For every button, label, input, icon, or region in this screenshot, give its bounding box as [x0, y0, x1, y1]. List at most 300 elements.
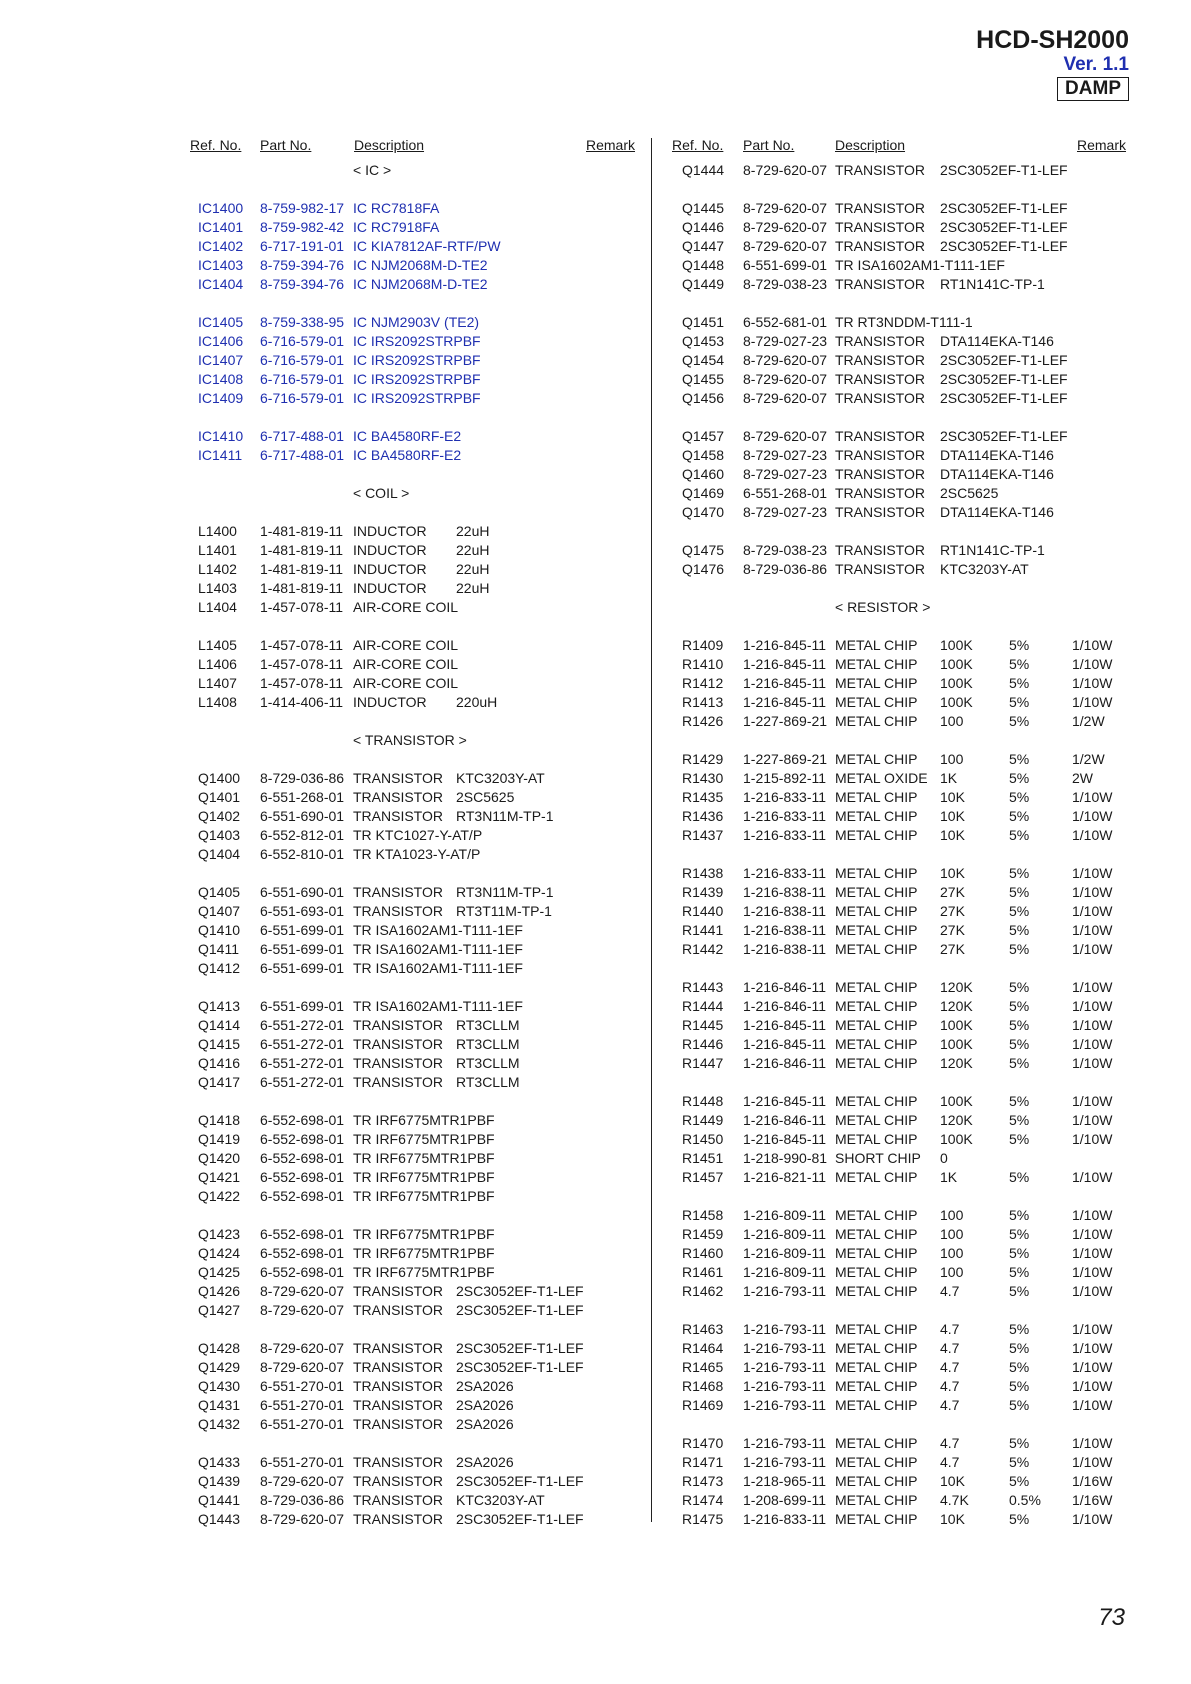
description: TRANSISTOR	[835, 542, 925, 558]
description: TR IRF6775MTR1PBF	[353, 1112, 495, 1128]
part-no: 6-551-699-01	[260, 998, 345, 1014]
ref-no: Q1411	[198, 941, 239, 957]
wattage: 1/10W	[1072, 789, 1113, 805]
ref-no: R1464	[682, 1340, 724, 1356]
description: INDUCTOR	[353, 694, 427, 710]
part-no: 1-216-809-11	[743, 1207, 827, 1223]
part-row	[666, 465, 1186, 484]
description: TR ISA1602AM1-T111-1EF	[353, 922, 523, 938]
wattage: 1/10W	[1072, 1454, 1113, 1470]
wattage: 1/10W	[1072, 922, 1113, 938]
part-no: 8-729-038-23	[743, 276, 828, 292]
part-row	[188, 1054, 708, 1073]
ref-no: L1405	[198, 637, 237, 653]
ref-no: Q1475	[682, 542, 725, 558]
description: IC KIA7812AF-RTF/PW	[353, 238, 501, 254]
part-no: 1-481-819-11	[260, 523, 344, 539]
part-row	[188, 275, 708, 294]
ref-no: Q1469	[682, 485, 725, 501]
wattage: 1/10W	[1072, 694, 1113, 710]
description-value: 2SC5625	[940, 485, 999, 501]
wattage: 2W	[1072, 770, 1093, 786]
ref-no: R1441	[682, 922, 724, 938]
wattage: 1/10W	[1072, 1169, 1113, 1185]
part-no: 8-759-338-95	[260, 314, 345, 330]
part-row	[188, 788, 708, 807]
ref-no: IC1402	[198, 238, 244, 254]
tolerance: 5%	[1009, 1359, 1030, 1375]
part-no: 6-552-698-01	[260, 1112, 345, 1128]
description: TR IRF6775MTR1PBF	[353, 1226, 495, 1242]
tolerance: 5%	[1009, 656, 1030, 672]
part-no: 8-729-620-07	[743, 352, 828, 368]
description: TR ISA1602AM1-T111-1EF	[353, 941, 523, 957]
part-no: 8-729-038-23	[743, 542, 828, 558]
ref-no: Q1428	[198, 1340, 241, 1356]
part-row	[188, 1168, 708, 1187]
part-no: 1-216-846-11	[743, 1055, 827, 1071]
ref-no: R1450	[682, 1131, 724, 1147]
description: METAL CHIP	[835, 1283, 918, 1299]
part-no: 6-716-579-01	[260, 352, 345, 368]
ref-no: Q1455	[682, 371, 725, 387]
part-row	[188, 1187, 708, 1206]
part-no: 8-729-036-86	[743, 561, 828, 577]
part-no: 6-552-698-01	[260, 1245, 345, 1261]
part-row	[666, 275, 1186, 294]
ref-no: Q1439	[198, 1473, 241, 1489]
description-value: 1K	[940, 1169, 958, 1185]
description-value: 22uH	[456, 561, 490, 577]
description-value: 120K	[940, 1112, 973, 1128]
part-no: 1-216-838-11	[743, 884, 827, 900]
part-row	[188, 1282, 708, 1301]
description: TR IRF6775MTR1PBF	[353, 1169, 495, 1185]
row-spacer	[188, 978, 708, 997]
description: METAL CHIP	[835, 941, 918, 957]
description-value: 2SC3052EF-T1-LEF	[940, 219, 1068, 235]
description: TRANSISTOR	[835, 219, 925, 235]
part-row	[188, 522, 708, 541]
part-row	[188, 1149, 708, 1168]
description-value: 100K	[940, 1036, 973, 1052]
part-row	[666, 1491, 1186, 1510]
tolerance: 5%	[1009, 751, 1030, 767]
part-row	[188, 1472, 708, 1491]
description: TRANSISTOR	[353, 1397, 443, 1413]
ref-no: Q1410	[198, 922, 241, 938]
ref-no: IC1411	[198, 447, 243, 463]
ref-no: R1443	[682, 979, 724, 995]
description: AIR-CORE COIL	[353, 675, 459, 691]
part-row	[666, 1016, 1186, 1035]
part-row	[188, 997, 708, 1016]
description: AIR-CORE COIL	[353, 599, 459, 615]
ref-no: Q1431	[198, 1397, 241, 1413]
part-row	[188, 1130, 708, 1149]
description: METAL CHIP	[835, 1055, 918, 1071]
part-no: 1-216-833-11	[743, 865, 827, 881]
part-no: 1-216-833-11	[743, 827, 827, 843]
part-row	[666, 1149, 1186, 1168]
description: TR IRF6775MTR1PBF	[353, 1131, 495, 1147]
wattage: 1/10W	[1072, 1093, 1113, 1109]
part-row	[188, 199, 708, 218]
section-label: DAMP	[1057, 77, 1129, 101]
description-value: 4.7K	[940, 1492, 969, 1508]
column-headers	[666, 137, 1186, 161]
part-no: 1-216-845-11	[743, 656, 827, 672]
description: IC IRS2092STRPBF	[353, 333, 481, 349]
description-value: 27K	[940, 941, 965, 957]
part-row	[188, 1339, 708, 1358]
description-value: RT1N141C-TP-1	[940, 542, 1045, 558]
description: IC IRS2092STRPBF	[353, 390, 481, 406]
part-no: 1-481-819-11	[260, 561, 344, 577]
description-value: 2SC3052EF-T1-LEF	[940, 200, 1068, 216]
part-row	[666, 1377, 1186, 1396]
header-description: Description	[835, 137, 906, 153]
part-no: 8-729-620-07	[743, 428, 828, 444]
part-row	[666, 864, 1186, 883]
row-spacer	[666, 294, 1186, 313]
ref-no: R1473	[682, 1473, 724, 1489]
part-row	[666, 1111, 1186, 1130]
section-heading	[188, 731, 708, 750]
part-row	[666, 940, 1186, 959]
part-row	[188, 218, 708, 237]
description-value: 10K	[940, 827, 965, 843]
tolerance: 5%	[1009, 1397, 1030, 1413]
description-value: 10K	[940, 865, 965, 881]
ref-no: R1463	[682, 1321, 724, 1337]
ref-no: R1469	[682, 1397, 724, 1413]
description: TRANSISTOR	[835, 485, 925, 501]
description-value: 100K	[940, 1017, 973, 1033]
part-no: 6-552-698-01	[260, 1150, 345, 1166]
description-value: RT3N11M-TP-1	[456, 884, 554, 900]
wattage: 1/10W	[1072, 1207, 1113, 1223]
description: TRANSISTOR	[353, 1074, 443, 1090]
tolerance: 5%	[1009, 998, 1030, 1014]
description: METAL CHIP	[835, 865, 918, 881]
wattage: 1/2W	[1072, 751, 1105, 767]
wattage: 1/10W	[1072, 637, 1113, 653]
part-no: 8-759-982-42	[260, 219, 345, 235]
description-value: 2SC3052EF-T1-LEF	[456, 1283, 584, 1299]
part-no: 1-216-833-11	[743, 789, 827, 805]
tolerance: 5%	[1009, 637, 1030, 653]
part-no: 1-216-845-11	[743, 637, 827, 653]
description: METAL CHIP	[835, 694, 918, 710]
wattage: 1/10W	[1072, 675, 1113, 691]
part-row	[666, 1263, 1186, 1282]
tolerance: 5%	[1009, 941, 1030, 957]
part-no: 8-729-027-23	[743, 333, 828, 349]
part-no: 1-218-965-11	[743, 1473, 827, 1489]
description: IC NJM2068M-D-TE2	[353, 276, 488, 292]
part-no: 6-551-270-01	[260, 1397, 345, 1413]
description-value: DTA114EKA-T146	[940, 504, 1054, 520]
tolerance: 5%	[1009, 1245, 1030, 1261]
tolerance: 5%	[1009, 1435, 1030, 1451]
description: METAL CHIP	[835, 1112, 918, 1128]
part-row	[666, 1434, 1186, 1453]
description: METAL CHIP	[835, 751, 918, 767]
part-row	[666, 750, 1186, 769]
description: TRANSISTOR	[353, 1340, 443, 1356]
part-no: 1-216-793-11	[743, 1397, 827, 1413]
part-row	[666, 446, 1186, 465]
part-no: 8-759-394-76	[260, 257, 345, 273]
description: TRANSISTOR	[835, 276, 925, 292]
wattage: 1/10W	[1072, 1340, 1113, 1356]
part-row	[188, 541, 708, 560]
tolerance: 5%	[1009, 1207, 1030, 1223]
part-row	[666, 997, 1186, 1016]
ref-no: Q1453	[682, 333, 725, 349]
ref-no: R1426	[682, 713, 724, 729]
ref-no: IC1406	[198, 333, 244, 349]
ref-no: R1468	[682, 1378, 724, 1394]
tolerance: 5%	[1009, 979, 1030, 995]
description-value: 2SC3052EF-T1-LEF	[940, 428, 1068, 444]
part-row	[666, 1339, 1186, 1358]
description: AIR-CORE COIL	[353, 637, 459, 653]
part-no: 6-551-268-01	[743, 485, 828, 501]
page-header	[976, 26, 1129, 101]
part-row	[188, 1263, 708, 1282]
part-no: 8-729-620-07	[260, 1340, 345, 1356]
description: TRANSISTOR	[353, 808, 443, 824]
ref-no: R1451	[682, 1150, 724, 1166]
part-no: 1-216-833-11	[743, 808, 827, 824]
ref-no: IC1401	[198, 219, 244, 235]
part-row	[666, 769, 1186, 788]
ref-no: Q1418	[198, 1112, 241, 1128]
description-value: 2SA2026	[456, 1416, 514, 1432]
description-value: 2SC3052EF-T1-LEF	[940, 238, 1068, 254]
column-headers	[188, 137, 708, 161]
description: TRANSISTOR	[353, 1378, 443, 1394]
description: TR ISA1602AM1-T111-1EF	[835, 257, 1005, 273]
ref-no: IC1410	[198, 428, 244, 444]
part-no: 6-552-681-01	[743, 314, 828, 330]
ref-no: IC1404	[198, 276, 244, 292]
parts-list-left-body	[188, 161, 708, 1529]
row-spacer	[188, 294, 708, 313]
part-row	[188, 427, 708, 446]
description: INDUCTOR	[353, 561, 427, 577]
wattage: 1/10W	[1072, 941, 1113, 957]
row-spacer	[666, 731, 1186, 750]
part-no: 6-552-698-01	[260, 1264, 345, 1280]
part-no: 1-215-892-11	[743, 770, 827, 786]
ref-no: Q1430	[198, 1378, 241, 1394]
ref-no: Q1445	[682, 200, 725, 216]
description-value: DTA114EKA-T146	[940, 333, 1054, 349]
part-row	[188, 579, 708, 598]
part-no: 1-216-793-11	[743, 1283, 827, 1299]
ref-no: Q1423	[198, 1226, 241, 1242]
part-row	[188, 237, 708, 256]
part-no: 1-457-078-11	[260, 599, 344, 615]
wattage: 1/10W	[1072, 1264, 1113, 1280]
ref-no: R1410	[682, 656, 724, 672]
part-no: 1-227-869-21	[743, 751, 828, 767]
part-no: 1-218-990-81	[743, 1150, 828, 1166]
part-no: 6-551-699-01	[260, 922, 345, 938]
ref-no: L1402	[198, 561, 237, 577]
description: METAL CHIP	[835, 789, 918, 805]
description: TRANSISTOR	[353, 1302, 443, 1318]
description: TRANSISTOR	[835, 447, 925, 463]
description-value: RT3CLLM	[456, 1074, 520, 1090]
tolerance: 5%	[1009, 903, 1030, 919]
row-spacer	[666, 617, 1186, 636]
part-row	[666, 370, 1186, 389]
description-value: 4.7	[940, 1454, 960, 1470]
ref-no: R1459	[682, 1226, 724, 1242]
part-no: 6-551-272-01	[260, 1036, 345, 1052]
description-value: 2SC3052EF-T1-LEF	[456, 1359, 584, 1375]
description-value: 220uH	[456, 694, 498, 710]
row-spacer	[188, 465, 708, 484]
description: METAL CHIP	[835, 1435, 918, 1451]
ref-no: Q1470	[682, 504, 725, 520]
ref-no: Q1456	[682, 390, 725, 406]
ref-no: Q1433	[198, 1454, 241, 1470]
description-value: 120K	[940, 979, 973, 995]
description: IC RC7918FA	[353, 219, 440, 235]
part-no: 1-414-406-11	[260, 694, 344, 710]
part-row	[666, 1168, 1186, 1187]
description-value: 2SC3052EF-T1-LEF	[456, 1302, 584, 1318]
ref-no: R1446	[682, 1036, 724, 1052]
ref-no: R1475	[682, 1511, 724, 1527]
wattage: 1/10W	[1072, 1511, 1113, 1527]
ref-no: Q1402	[198, 808, 241, 824]
wattage: 1/10W	[1072, 1036, 1113, 1052]
part-row	[666, 1206, 1186, 1225]
part-row	[666, 807, 1186, 826]
description: SHORT CHIP	[835, 1150, 921, 1166]
part-row	[666, 978, 1186, 997]
ref-no: Q1404	[198, 846, 241, 862]
ref-no: R1448	[682, 1093, 724, 1109]
row-spacer	[188, 1092, 708, 1111]
parts-list-left	[188, 137, 708, 1529]
description-value: 0	[940, 1150, 948, 1166]
part-no: 1-216-821-11	[743, 1169, 827, 1185]
wattage: 1/10W	[1072, 1321, 1113, 1337]
part-no: 6-552-698-01	[260, 1131, 345, 1147]
part-no: 8-729-620-07	[743, 390, 828, 406]
part-row	[188, 598, 708, 617]
part-row	[666, 256, 1186, 275]
ref-no: R1474	[682, 1492, 724, 1508]
description: TR IRF6775MTR1PBF	[353, 1264, 495, 1280]
description: METAL CHIP	[835, 1093, 918, 1109]
parts-list-right-body	[666, 161, 1186, 1529]
part-row	[188, 769, 708, 788]
wattage: 1/10W	[1072, 998, 1113, 1014]
ref-no: L1403	[198, 580, 237, 596]
description: TRANSISTOR	[835, 504, 925, 520]
row-spacer	[666, 1415, 1186, 1434]
part-no: 6-551-693-01	[260, 903, 345, 919]
part-row	[188, 883, 708, 902]
description: TRANSISTOR	[353, 1017, 443, 1033]
part-row	[188, 826, 708, 845]
description-value: 4.7	[940, 1435, 960, 1451]
ref-no: R1460	[682, 1245, 724, 1261]
description: METAL CHIP	[835, 1397, 918, 1413]
part-no: 1-216-838-11	[743, 922, 827, 938]
part-no: 6-551-268-01	[260, 789, 345, 805]
ref-no: R1465	[682, 1359, 724, 1375]
description: TR KTC1027-Y-AT/P	[353, 827, 483, 843]
description-value: RT3CLLM	[456, 1055, 520, 1071]
description-value: 10K	[940, 1511, 965, 1527]
part-no: 1-216-793-11	[743, 1321, 827, 1337]
part-row	[666, 560, 1186, 579]
part-no: 1-216-793-11	[743, 1378, 827, 1394]
ref-no: IC1409	[198, 390, 244, 406]
tolerance: 5%	[1009, 922, 1030, 938]
ref-no: Q1412	[198, 960, 241, 976]
tolerance: 5%	[1009, 1473, 1030, 1489]
ref-no: Q1400	[198, 770, 241, 786]
part-no: 6-551-699-01	[743, 257, 828, 273]
ref-no: Q1460	[682, 466, 725, 482]
description: AIR-CORE COIL	[353, 656, 459, 672]
part-row	[666, 883, 1186, 902]
description-value: DTA114EKA-T146	[940, 466, 1054, 482]
wattage: 1/10W	[1072, 808, 1113, 824]
ref-no: Q1451	[682, 314, 725, 330]
part-row	[188, 1035, 708, 1054]
ref-no: Q1454	[682, 352, 725, 368]
tolerance: 5%	[1009, 789, 1030, 805]
part-no: 6-717-488-01	[260, 428, 345, 444]
description-value: 22uH	[456, 542, 490, 558]
description: METAL CHIP	[835, 675, 918, 691]
part-row	[188, 1396, 708, 1415]
tolerance: 5%	[1009, 1112, 1030, 1128]
description: TRANSISTOR	[353, 903, 443, 919]
section-title: < TRANSISTOR >	[353, 732, 467, 748]
part-no: 6-716-579-01	[260, 371, 345, 387]
part-no: 6-551-270-01	[260, 1416, 345, 1432]
part-no: 1-216-809-11	[743, 1245, 827, 1261]
ref-no: R1438	[682, 865, 724, 881]
row-spacer	[666, 1187, 1186, 1206]
wattage: 1/10W	[1072, 979, 1113, 995]
description: TRANSISTOR	[835, 238, 925, 254]
ref-no: Q1429	[198, 1359, 241, 1375]
description: TRANSISTOR	[353, 884, 443, 900]
ref-no: L1407	[198, 675, 237, 691]
description: TRANSISTOR	[353, 1511, 443, 1527]
row-spacer	[666, 579, 1186, 598]
description-value: 4.7	[940, 1397, 960, 1413]
section-title: < COIL >	[353, 485, 410, 501]
tolerance: 5%	[1009, 1340, 1030, 1356]
row-spacer	[666, 1073, 1186, 1092]
description-value: KTC3203Y-AT	[456, 1492, 545, 1508]
part-row	[666, 826, 1186, 845]
